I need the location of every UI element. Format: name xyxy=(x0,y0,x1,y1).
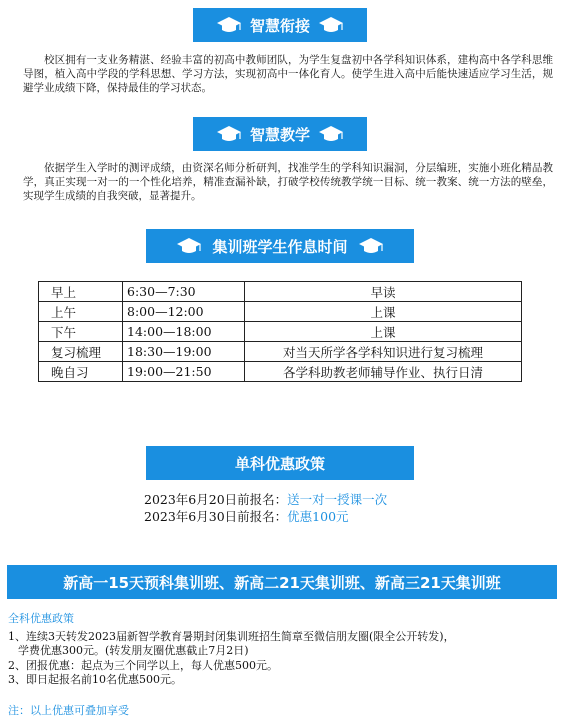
time-cell: 18:30—19:00 xyxy=(123,342,245,362)
class-banner-text: 新高一15天预科集训班、新高二21天集训班、新高三21天集训班 xyxy=(63,573,501,592)
schedule-title: 集训班学生作息时间 xyxy=(212,237,348,256)
single-policy-banner xyxy=(146,446,414,480)
graduation-cap-icon xyxy=(358,236,384,256)
full-policy-line: 1、连续3天转发2023届新智学教育暑期封闭集训班招生简章至微信朋友圈(限全公开转发)， xyxy=(8,630,455,643)
period-cell: 上午 xyxy=(39,302,123,322)
section-title: 智慧教学 xyxy=(249,125,310,144)
time-cell: 19:00—21:50 xyxy=(123,362,245,382)
section-body: 校区拥有一支业务精湛、经验丰富的初高中教师团队，为学生复盘初中各学科知识体系，建构高中各学科思维导图，植入高中学段的学科思想、学习方法，实现初高中一体化育人。使学生进入高中后能快速适应学习生活，规避学业成绩下降，保持最佳的学习状态。 xyxy=(23,54,553,94)
graduation-cap-icon xyxy=(318,15,344,35)
full-policy-line: 学费优惠300元。(转发朋友圈优惠截止7月2日) xyxy=(18,644,249,657)
schedule-banner xyxy=(146,229,414,263)
section-banner-smart-teaching xyxy=(193,117,367,151)
graduation-cap-icon xyxy=(318,124,344,144)
activity-cell: 上课 xyxy=(245,322,522,342)
policy-label: 2023年6月20日前报名： xyxy=(144,492,288,507)
table-row xyxy=(39,362,522,382)
period-cell: 晚自习 xyxy=(39,362,123,382)
policy-item xyxy=(144,490,387,508)
activity-cell: 上课 xyxy=(245,302,522,322)
table-row xyxy=(39,302,522,322)
table-row xyxy=(39,342,522,362)
policy-item xyxy=(144,507,349,525)
graduation-cap-icon xyxy=(216,124,242,144)
class-banner xyxy=(7,565,557,599)
section-body: 依据学生入学时的测评成绩，由资深名师分析研判，找准学生的学科知识漏洞，分层编班，实施小班化精品教学，真正实现一对一的一个性化培养，精准查漏补缺，打破学校传统教学统一目标、统一教案、统一方法的壁垒，实现学生成绩的自我突破，显著提升。 xyxy=(23,162,553,202)
schedule-table xyxy=(38,281,522,382)
activity-cell: 对当天所学各学科知识进行复习梳理 xyxy=(245,342,522,362)
period-cell: 下午 xyxy=(39,322,123,342)
time-cell: 14:00—18:00 xyxy=(123,322,245,342)
single-policy-title: 单科优惠政策 xyxy=(234,454,325,473)
full-policy-note: 注：以上优惠可叠加享受 xyxy=(8,704,129,717)
table-row xyxy=(39,322,522,342)
period-cell: 早上 xyxy=(39,282,123,302)
time-cell: 8:00—12:00 xyxy=(123,302,245,322)
graduation-cap-icon xyxy=(176,236,202,256)
section-title: 智慧衔接 xyxy=(249,16,310,35)
section-banner-smart-connection xyxy=(193,8,367,42)
period-cell: 复习梳理 xyxy=(39,342,123,362)
policy-label: 2023年6月30日前报名： xyxy=(144,509,288,524)
activity-cell: 各学科助教老师辅导作业、执行日清 xyxy=(245,362,522,382)
full-policy-heading: 全科优惠政策 xyxy=(8,612,74,625)
graduation-cap-icon xyxy=(216,15,242,35)
policy-value: 优惠100元 xyxy=(287,509,349,524)
full-policy-line: 2、团报优惠：起点为三个同学以上，每人优惠500元。 xyxy=(8,659,278,672)
time-cell: 6:30—7:30 xyxy=(123,282,245,302)
activity-cell: 早读 xyxy=(245,282,522,302)
policy-value: 送一对一授课一次 xyxy=(287,492,388,507)
table-row xyxy=(39,282,522,302)
full-policy-line: 3、即日起报名前10名优惠500元。 xyxy=(8,673,182,686)
